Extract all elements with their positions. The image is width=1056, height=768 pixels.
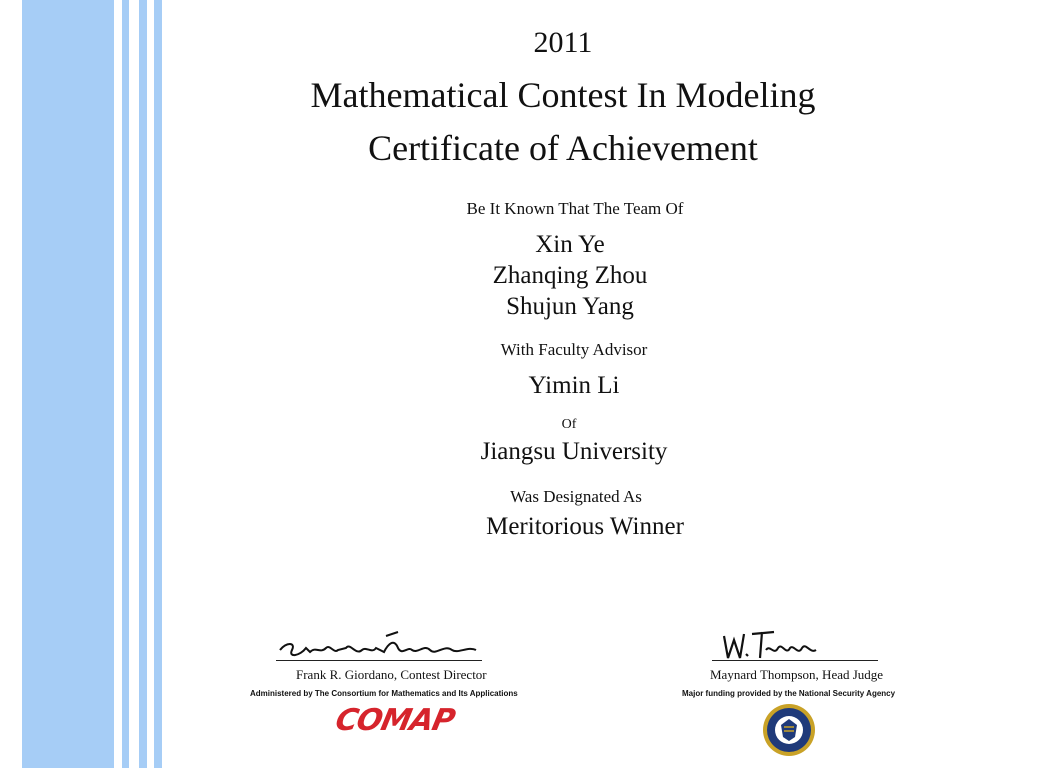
nsa-note: Major funding provided by the National Security Agency — [682, 689, 896, 698]
designation-intro: Was Designated As — [510, 487, 642, 506]
decorative-stripe-wide — [22, 0, 114, 768]
judge-signature — [718, 628, 828, 662]
decorative-stripe-thin — [122, 0, 129, 768]
decorative-stripe-thin — [139, 0, 147, 768]
team-member-3: Shujun Yang — [506, 293, 634, 320]
director-signature — [276, 628, 486, 662]
certificate-year: 2011 — [533, 26, 593, 59]
director-title: Frank R. Giordano, Contest Director — [296, 667, 487, 682]
advisor-intro: With Faculty Advisor — [500, 340, 648, 359]
nsa-seal-icon — [762, 703, 816, 757]
decorative-stripe-thin — [154, 0, 162, 768]
certificate-title: Certificate of Achievement — [368, 128, 758, 168]
contest-title: Mathematical Contest In Modeling — [310, 75, 816, 115]
advisor-name: Yimin Li — [528, 372, 620, 399]
institution-name: Jiangsu University — [480, 438, 668, 465]
director-signature-line — [276, 660, 482, 661]
comap-logo: COMAP — [332, 703, 458, 738]
team-member-2: Zhanqing Zhou — [492, 262, 648, 289]
comap-note: Administered by The Consortium for Mathematics and Its Applications — [250, 689, 518, 698]
team-member-1: Xin Ye — [535, 231, 605, 258]
team-intro: Be It Known That The Team Of — [466, 199, 684, 218]
designation-award: Meritorious Winner — [486, 513, 684, 540]
judge-title: Maynard Thompson, Head Judge — [710, 667, 884, 682]
judge-signature-line — [712, 660, 878, 661]
of-label: Of — [561, 417, 577, 432]
